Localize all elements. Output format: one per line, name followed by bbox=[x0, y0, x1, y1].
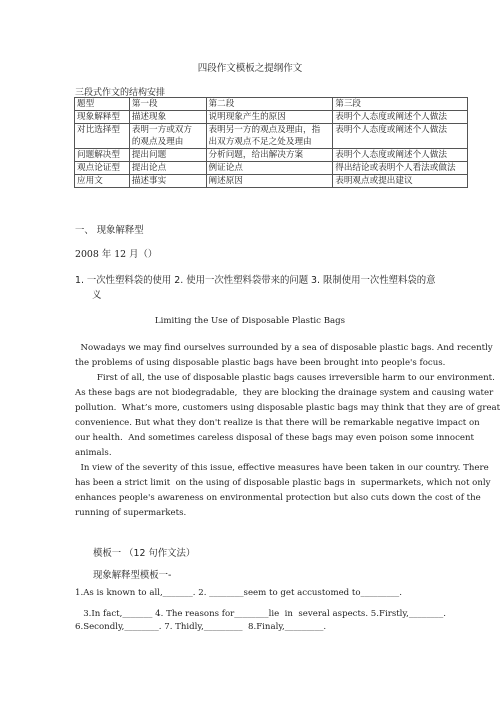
table-header-cell: 第一段 bbox=[129, 98, 206, 111]
table-cell: 观点论证型 bbox=[75, 162, 130, 175]
table-cell: 应用文 bbox=[75, 175, 130, 188]
table-cell: 例证论点 bbox=[206, 162, 333, 175]
outline-line-continued: 义 bbox=[92, 290, 102, 301]
table-cell: 描述事实 bbox=[129, 175, 206, 188]
table-cell: 表明观点或提出建议 bbox=[333, 175, 468, 188]
essay-line: enhances people's awareness on environmental protection but also cuts down the cost of the bbox=[75, 493, 481, 503]
date-line: 2008 年 12 月（） bbox=[75, 249, 158, 260]
table-row bbox=[75, 111, 468, 124]
table-cell: 分析问题，给出解决方案 bbox=[206, 149, 333, 162]
table-header-cell: 题型 bbox=[75, 98, 130, 111]
essay-line: animals. bbox=[75, 448, 112, 458]
essay-line: convenience. But what they don't realize is that there will be remarkable negative impact on bbox=[75, 418, 480, 428]
table-cell: 对比选择型 bbox=[75, 124, 130, 149]
table-cell: 表明个人态度或阐述个人做法 bbox=[333, 149, 468, 162]
table-cell: 表明一方或双方 的观点及理由 bbox=[129, 124, 206, 149]
essay-line: our health. And sometimes careless disposal of these bags may even poison some innocent bbox=[75, 433, 474, 443]
table-cell: 表明另一方的观点及理由，指 出双方观点不足之处及理由 bbox=[206, 124, 333, 149]
essay-line: Nowadays we may find ourselves surrounded by a sea of disposable plastic bags. And recently bbox=[75, 343, 493, 353]
template-line: 6.Secondly,________. 7. Thidly,_________ 8.Finaly,_________. bbox=[75, 622, 327, 632]
table-cell: 提出问题 bbox=[129, 149, 206, 162]
table-cell: 现象解释型 bbox=[75, 111, 130, 124]
table-row bbox=[75, 124, 468, 149]
table-cell: 得出结论或表明个人看法或做法 bbox=[333, 162, 468, 175]
table-header-cell: 第二段 bbox=[206, 98, 333, 111]
table-row bbox=[75, 175, 468, 188]
template-line: 3.In fact,_______ 4. The reasons for________lie in several aspects. 5.Firstly,________. bbox=[75, 609, 446, 619]
table-cell: 提出论点 bbox=[129, 162, 206, 175]
essay-body bbox=[75, 341, 500, 521]
template-line: 1.As is known to all,_______. 2. ________seem to get accustomed to_________. bbox=[75, 588, 402, 598]
essay-line: First of all, the use of disposable plastic bags causes irreversible harm to our environment. bbox=[75, 373, 495, 383]
table-cell: 描述现象 bbox=[129, 111, 206, 124]
essay-line: running of supermarkets. bbox=[75, 508, 187, 518]
essay-line: has been a strict limit on the using of disposable plastic bags in supermarkets, which not only bbox=[75, 478, 491, 488]
essay-title: Limiting the Use of Disposable Plastic Bags bbox=[154, 316, 346, 326]
outline-line: 1. 一次性塑料袋的使用 2. 使用一次性塑料袋带来的问题 3. 限制使用一次性塑料袋的意 bbox=[75, 275, 436, 286]
table-cell: 阐述原因 bbox=[206, 175, 333, 188]
table-row bbox=[75, 149, 468, 162]
table-header-cell: 第三段 bbox=[333, 98, 468, 111]
table-cell: 表明个人态度或阐述个人做法 bbox=[333, 124, 468, 149]
table-row bbox=[75, 162, 468, 175]
table-cell: 表明个人态度或阐述个人做法 bbox=[333, 111, 468, 124]
structure-table bbox=[74, 97, 468, 188]
essay-line: the problems of using disposable plastic bags have been brought into people's focus. bbox=[75, 358, 446, 368]
template-subheading: 现象解释型模板一- bbox=[93, 570, 172, 581]
table-cell: 问题解决型 bbox=[75, 149, 130, 162]
template-heading: 模板一 （12 句作文法） bbox=[93, 548, 196, 559]
essay-line: pollution. What’s more, customers using disposable plastic bags may think that they are of great bbox=[75, 403, 500, 413]
document-title: 四段作文模板之提纲作文 bbox=[197, 63, 303, 74]
essay-line: In view of the severity of this issue, effective measures have been taken in our country. There bbox=[75, 463, 489, 473]
essay-line: As these bags are not biodegradable, they are blocking the drainage system and causing water bbox=[75, 388, 494, 398]
table-cell: 说明现象产生的原因 bbox=[206, 111, 333, 124]
table-header-row bbox=[75, 98, 468, 111]
table-caption: 三段式作文的结构安排 bbox=[75, 88, 166, 98]
section-heading: 一、 现象解释型 bbox=[75, 225, 144, 236]
